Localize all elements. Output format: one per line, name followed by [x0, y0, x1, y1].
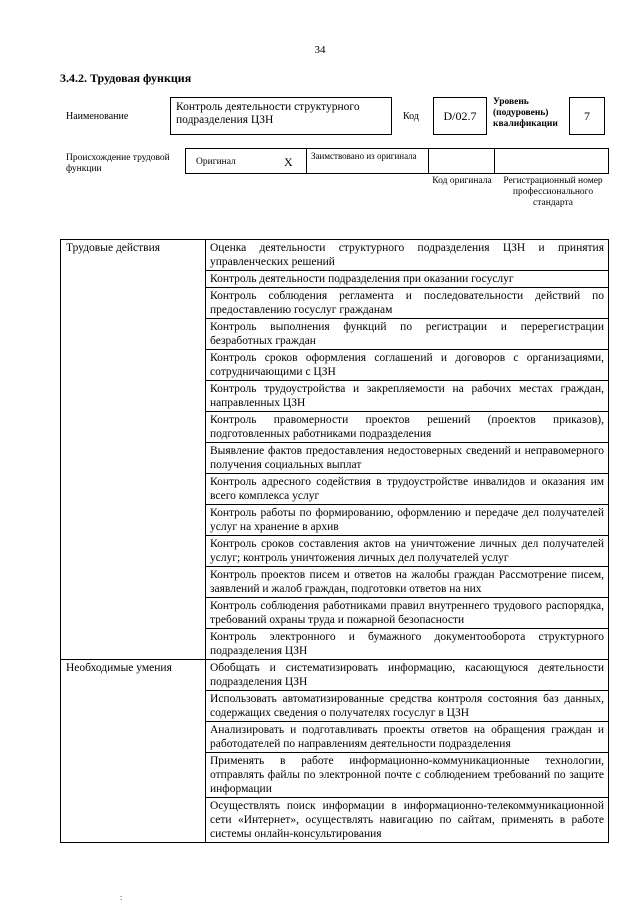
name-value: Контроль деятельности структурного подразделения ЦЗН	[170, 97, 392, 135]
table-row: Контроль проектов писем и ответов на жалобы граждан Рассмотрение писем, заявлений и жалоб граждан, подготовки ответов на них	[206, 567, 608, 598]
table-row: Оценка деятельности структурного подразделения ЦЗН и принятия управленческих решений	[206, 240, 608, 271]
table-row: Обобщать и систематизировать информацию, касающуюся деятельности подразделения ЦЗН	[206, 660, 608, 691]
table-row: Контроль сроков составления актов на уничтожение личных дел получателей услуг; контроль уничтожения личных дел получателей услуг	[206, 536, 608, 567]
original-cell	[186, 149, 307, 173]
table-group	[61, 660, 608, 842]
section-title: 3.4.2. Трудовая функция	[60, 71, 192, 85]
table-row: Применять в работе информационно-коммуникационные технологии, отправлять файлы по электронной почте с соблюдением требований по защите информации	[206, 753, 608, 798]
code-value: D/02.7	[433, 97, 487, 135]
code-original-cell	[429, 149, 495, 173]
table-row: Контроль сроков оформления соглашений и договоров с организациями, сотрудничающими с ЦЗН	[206, 350, 608, 381]
table-row: Контроль правомерности проектов решений (проектов приказов), подготовленных работниками подразделения	[206, 412, 608, 443]
registration-caption: Регистрационный номер профессионального стандарта	[503, 176, 603, 208]
group-items	[206, 660, 608, 842]
table-row: Контроль работы по формированию, оформлению и передаче дел получателей услуг на хранение в архив	[206, 505, 608, 536]
code-original-caption: Код оригинала	[432, 176, 492, 186]
table-row: Контроль соблюдения регламента и последовательности действий по предоставлению госуслуг гражданам	[206, 288, 608, 319]
original-label: Оригинал	[196, 157, 236, 167]
origin-row	[185, 148, 609, 174]
group-items	[206, 240, 608, 659]
table-row: Использовать автоматизированные средства контроля состояния баз данных, содержащих сведения о получателях госуслуг в ЦЗН	[206, 691, 608, 722]
table-row: Анализировать и подготавливать проекты ответов на обращения граждан и работодателей по направлениям деятельности подразделения	[206, 722, 608, 753]
table-row: Контроль деятельности подразделения при оказании госуслуг	[206, 271, 608, 288]
table-group	[61, 240, 608, 660]
table-row: Контроль выполнения функций по регистрации и перерегистрации безработных граждан	[206, 319, 608, 350]
table-row: Выявление фактов предоставления недостоверных сведений и неправомерного получения социальных выплат	[206, 443, 608, 474]
borrowed-cell	[307, 149, 429, 173]
origin-label: Происхождение трудовой функции	[66, 153, 170, 174]
group-title: Необходимые умения	[61, 660, 206, 842]
table-row: Контроль электронного и бумажного документооборота структурного подразделения ЦЗН	[210, 631, 604, 657]
table-row: Осуществлять поиск информации в информационно-телекоммуникационной сети «Интернет», осуществлять навигацию по сайтам, применять в работе системы онлайн-консультирования	[210, 800, 604, 840]
page-number: 34	[314, 44, 326, 56]
original-mark: X	[284, 155, 293, 169]
registration-number-cell	[495, 149, 608, 173]
code-label: Код	[403, 111, 419, 122]
name-label: Наименование	[66, 111, 129, 122]
table-row: Контроль трудоустройства и закрепляемости на рабочих местах граждан, направленных ЦЗН	[206, 381, 608, 412]
table-row: Контроль адресного содействия в трудоустройстве инвалидов и оказания им всего комплекса услуг	[206, 474, 608, 505]
level-label: Уровень (подуровень) квалификации	[493, 97, 558, 129]
borrowed-label: Заимствовано из оригинала	[311, 151, 417, 161]
table-row: Контроль соблюдения работниками правил внутреннего трудового распорядка, требований охраны труда и пожарной безопасности	[206, 598, 608, 629]
group-title: Трудовые действия	[61, 240, 206, 659]
level-value: 7	[569, 97, 605, 135]
scan-mark: :	[120, 893, 123, 902]
functions-table	[60, 239, 609, 843]
